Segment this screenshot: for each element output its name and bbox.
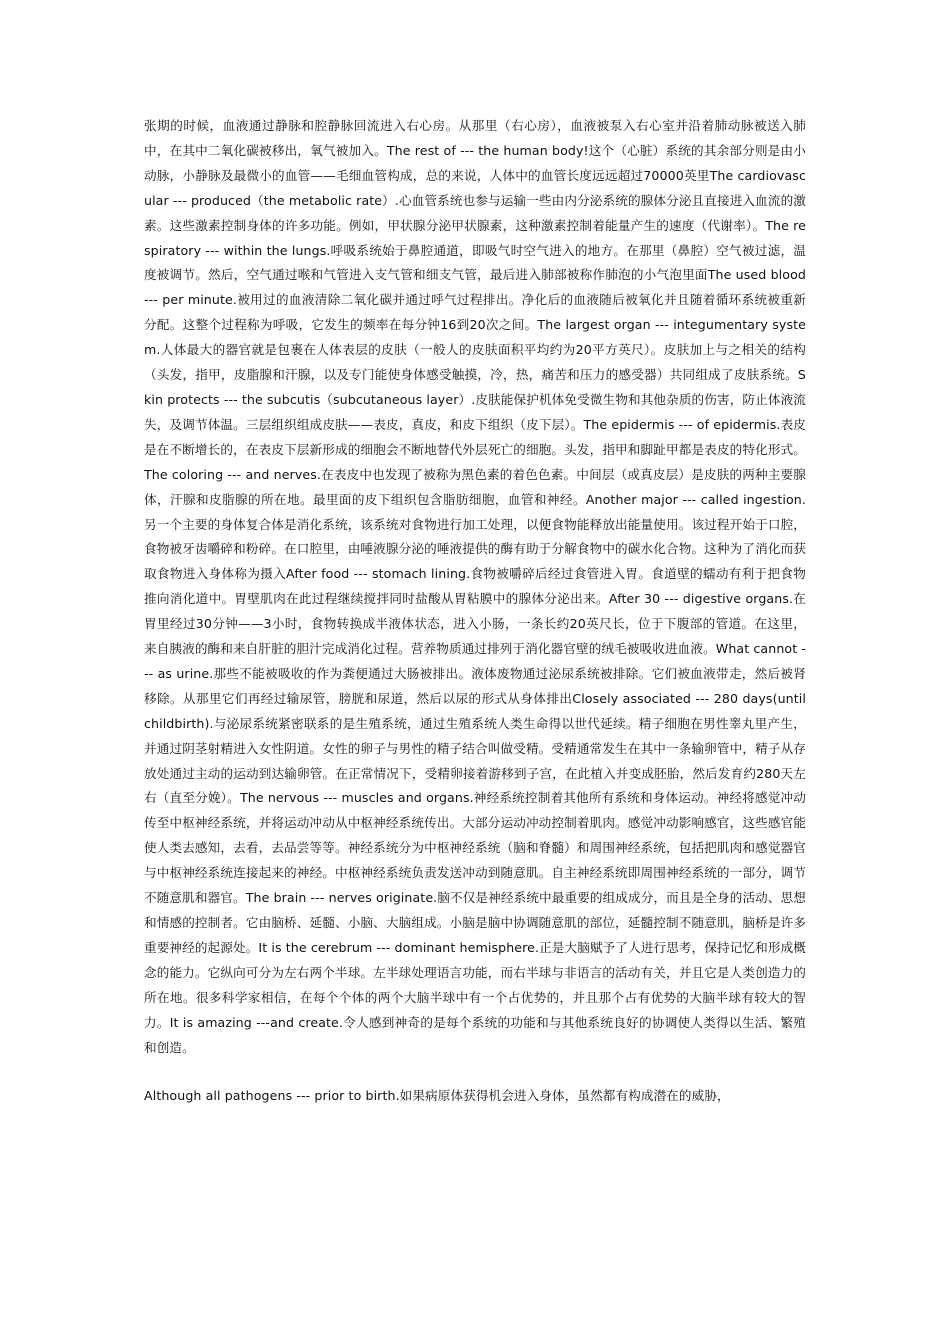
body-paragraph-1: 张期的时候，血液通过静脉和腔静脉回流进入右心房。从那里（右心房），血液被泵入右心室并沿着肺动脉被送入肺中，在其中二氧化碳被移出，氧气被加入。The rest of --- the human body!这个（心脏）系统的其余部分则是由小动脉，小静脉及最微小的血管——毛细血管构成，总的来说，人体中的血管长度远远超过70000英里The cardiovascular --- produced（the metabolic rate）.心血管系统也参与运输一些由内分泌系统的腺体分泌且直接进入血流的激素。这些激素控制身体的许多功能。例如，甲状腺分泌甲状腺素，这种激素控制着能量产生的速度（代谢率）。The respiratory --- within the lungs.呼吸系统始于鼻腔通道，即吸气时空气进入的地方。在那里（鼻腔）空气被过滤，温度被调节。然后，空气通过喉和气管进入支气管和细支气管，最后进入肺部被称作肺泡的小气泡里面The used blood --- per minute.被用过的血液清除二氧化碳并通过呼气过程排出。净化后的血液随后被氧化并且随着循环系统被重新分配。这整个过程称为呼吸，它发生的频率在每分钟16到20次之间。The largest organ --- integumentary system.人体最大的器官就是包裹在人体表层的皮肤（一般人的皮肤面积平均约为20平方英尺）。皮肤加上与之相关的结构（头发，指甲，皮脂腺和汗腺，以及专门能使身体感受触摸，冷，热，痛苦和压力的感受器）共同组成了皮肤系统。Skin protects --- the subcutis（subcutaneous layer）.皮肤能保护机体免受微生物和其他杂质的伤害，防止体液流失，及调节体温。三层组织组成皮肤——表皮，真皮，和皮下组织（皮下层）。The epidermis --- of epidermis.表皮是在不断增长的，在表皮下层新形成的细胞会不断地替代外层死亡的细胞。头发，指甲和脚趾甲都是表皮的特化形式。The coloring --- and nerves.在表皮中也发现了被称为黑色素的着色色素。中间层（或真皮层）是皮肤的两种主要腺体，汗腺和皮脂腺的所在地。最里面的皮下组织包含脂肪细胞，血管和神经。Another major --- called ingestion.另一个主要的身体复合体是消化系统，该系统对食物进行加工处理，以便食物能释放出能量使用。该过程开始于口腔，食物被牙齿嚼碎和粉碎。在口腔里，由唾液腺分泌的唾液提供的酶有助于分解食物中的碳水化合物。这种为了消化而获取食物进入身体称为摄入After food --- stomach lining.食物被嚼碎后经过食管进入胃。食道壁的蠕动有利于把食物推向消化道中。胃壁肌肉在此过程继续搅拌同时盐酸从胃粘膜中的腺体分泌出来。After 30 --- digestive organs.在胃里经过30分钟——3小时，食物转换成半液体状态，进入小肠，一条长约20英尺长，位于下腹部的管道。在这里，来自胰液的酶和来自肝脏的胆汁完成消化过程。营养物质通过排列于消化器官壁的绒毛被吸收进血液。What cannot --- as urine.那些不能被吸收的作为粪便通过大肠被排出。液体废物通过泌尿系统被排除。它们被血液带走，然后被肾移除。从那里它们再经过输尿管，膀胱和尿道，然后以尿的形式从身体排出Closely associated --- 280 days(until childbirth).与泌尿系统紧密联系的是生殖系统，通过生殖系统人类生命得以世代延续。精子细胞在男性睾丸里产生，并通过阴茎射精进入女性阴道。女性的卵子与男性的精子结合叫做受精。受精通常发生在其中一条输卵管中，精子从存放处通过主动的运动到达输卵管。在正常情况下，受精卵接着游移到子宫，在此植入并变成胚胎，然后发育约280天左右（直至分娩）。The nervous --- muscles and organs.神经系统控制着其他所有系统和身体运动。神经将感觉冲动传至中枢神经系统，并将运动冲动从中枢神经系统传出。大部分运动冲动控制着肌肉。感觉冲动影响感官，这些感官能使人类去感知，去看，去品尝等等。神经系统分为中枢神经系统（脑和脊髓）和周围神经系统，包括把肌肉和感觉器官与中枢神经系统连接起来的神经。中枢神经系统负责发送冲动到随意肌。自主神经系统即周围神经系统的一部分，调节不随意肌和器官。The brain --- nerves originate.脑不仅是神经系统中最重要的组成成分，而且是全身的活动、思想和情感的控制者。它由脑桥、延髓、小脑、大脑组成。小脑是脑中协调随意肌的部位，延髓控制不随意肌，脑桥是许多重要神经的起源处。It is the cerebrum --- dominant hemisphere.正是大脑赋予了人进行思考，保持记忆和形成概念的能力。它纵向可分为左右两个半球。左半球处理语言功能，而右半球与非语言的活动有关，并且它是人类创造力的所在地。很多科学家相信，在每个个体的两个大脑半球中有一个占优势的，并且那个占有优势的大脑半球有较大的智力。It is amazing ---and create.令人感到神奇的是每个系统的功能和与其他系统良好的协调使人类得以生活、繁殖和创造。 <box>144 118 806 1055</box>
paragraph-gap <box>144 1060 806 1084</box>
document-page <box>144 114 806 1109</box>
body-paragraph-2: Although all pathogens --- prior to birth.如果病原体获得机会进入身体，虽然都有构成潜在的威胁， <box>144 1088 730 1104</box>
